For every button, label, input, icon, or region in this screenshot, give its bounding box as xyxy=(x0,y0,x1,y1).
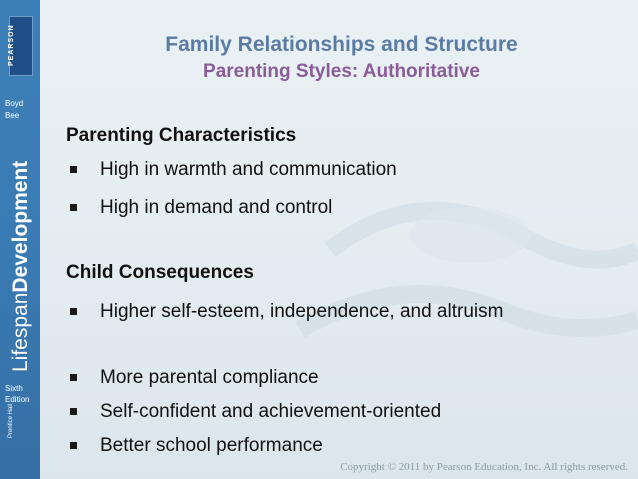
section-heading-parenting: Parenting Characteristics xyxy=(66,125,297,146)
book-title-bold: Development xyxy=(9,160,32,293)
copyright-notice: Copyright © 2011 by Pearson Education, Inc. All rights reserved. xyxy=(340,461,628,473)
slide-title: Family Relationships and Structure xyxy=(165,33,518,56)
section-heading-child: Child Consequences xyxy=(66,262,254,283)
book-title-light: Lifespan xyxy=(9,292,32,372)
author-2: Bee xyxy=(5,111,20,120)
bullet-text: High in warmth and communication xyxy=(100,159,397,180)
bullet-icon xyxy=(70,374,77,381)
bullet-icon xyxy=(70,166,77,173)
sidebar-band xyxy=(0,0,40,479)
bullet-icon xyxy=(70,204,77,211)
bullet-text: Higher self-esteem, independence, and altruism xyxy=(100,301,504,322)
bullet-text: High in demand and control xyxy=(100,197,333,218)
imprint-name: Prentice Hall xyxy=(8,403,14,438)
edition-line-2: Edition xyxy=(5,395,30,404)
bullet-text: More parental compliance xyxy=(100,367,319,388)
edition-line-1: Sixth xyxy=(5,384,23,393)
bullet-text: Better school performance xyxy=(100,435,323,456)
publisher-name: PEARSON xyxy=(8,24,15,66)
slide-subtitle: Parenting Styles: Authoritative xyxy=(203,61,480,82)
bullet-icon xyxy=(70,408,77,415)
author-1: Boyd xyxy=(5,99,24,108)
bullet-icon xyxy=(70,308,77,315)
bullet-text: Self-confident and achievement-oriented xyxy=(100,401,442,422)
book-title xyxy=(9,161,33,372)
bullet-icon xyxy=(70,442,77,449)
